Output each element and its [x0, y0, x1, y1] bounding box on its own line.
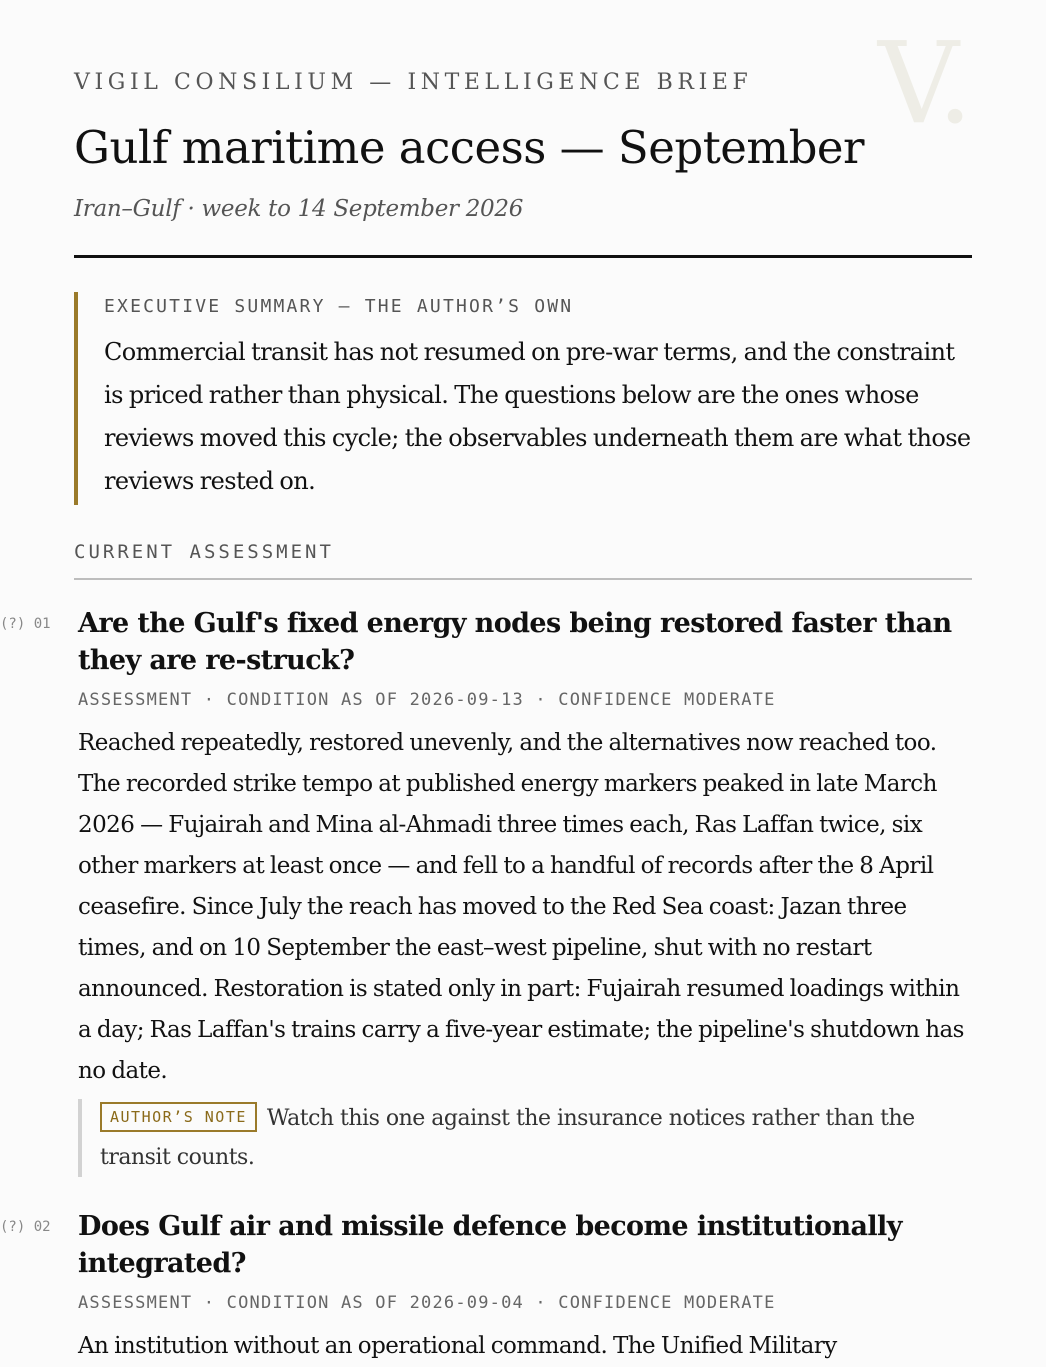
question-meta-01: ASSESSMENT · CONDITION AS OF 2026-09-13 · CONFIDENCE MODERATE — [78, 690, 776, 710]
publication-kicker: VIGIL CONSILIUM — INTELLIGENCE BRIEF — [74, 70, 753, 95]
note-tag: AUTHOR’S NOTE — [100, 1102, 257, 1132]
question-marker-01[interactable]: (?) 01 — [0, 616, 51, 632]
executive-summary — [74, 292, 972, 505]
question-title-01[interactable]: Are the Gulf's fixed energy nodes being restored faster than they are re-struck? — [78, 608, 952, 676]
question-marker-02[interactable]: (?) 02 — [0, 1219, 51, 1235]
section-heading: CURRENT ASSESSMENT — [74, 541, 334, 563]
page-title: Gulf maritime access — September — [74, 121, 865, 174]
section-divider — [74, 578, 972, 580]
question-title-02[interactable]: Does Gulf air and missile defence become institutionally integrated? — [78, 1211, 902, 1279]
page-subtitle: Iran–Gulf · week to 14 September 2026 — [74, 196, 524, 222]
authors-note-01 — [78, 1099, 970, 1177]
brand-watermark: V. — [878, 19, 971, 149]
question-meta-02: ASSESSMENT · CONDITION AS OF 2026-09-04 · CONFIDENCE MODERATE — [78, 1293, 776, 1313]
question-body-01: Reached repeatedly, restored unevenly, and the alternatives now reached too. The recorded strike tempo at published energy markers peaked in late March 2026 — Fujairah and Mina al-Ahmadi three times each, Ras Laffan twice, six other markers at least once — and fell to a handful of records after the 8 April ceasefire. Since July the reach has moved to the Red Sea coast: Jazan three times, and on 10 September the east–west pipeline, shut with no restart announced. Restoration is stated only in part: Fujairah resumed loadings within a day; Ras Laffan's trains carry a five-year estimate; the pipeline's shutdown has no date. — [78, 730, 964, 1084]
header-divider — [74, 255, 972, 258]
summary-label: EXECUTIVE SUMMARY — THE AUTHOR’S OWN — [104, 296, 574, 317]
summary-text: Commercial transit has not resumed on pre-war terms, and the constraint is priced rather than physical. The questions below are the ones whose reviews moved this cycle; the observables underneath them are what those reviews rested on. — [104, 338, 971, 495]
question-body-02: An institution without an operational command. The Unified Military — [78, 1333, 837, 1359]
note-text: Watch this one against the insurance notices rather than the transit counts. — [100, 1106, 915, 1170]
